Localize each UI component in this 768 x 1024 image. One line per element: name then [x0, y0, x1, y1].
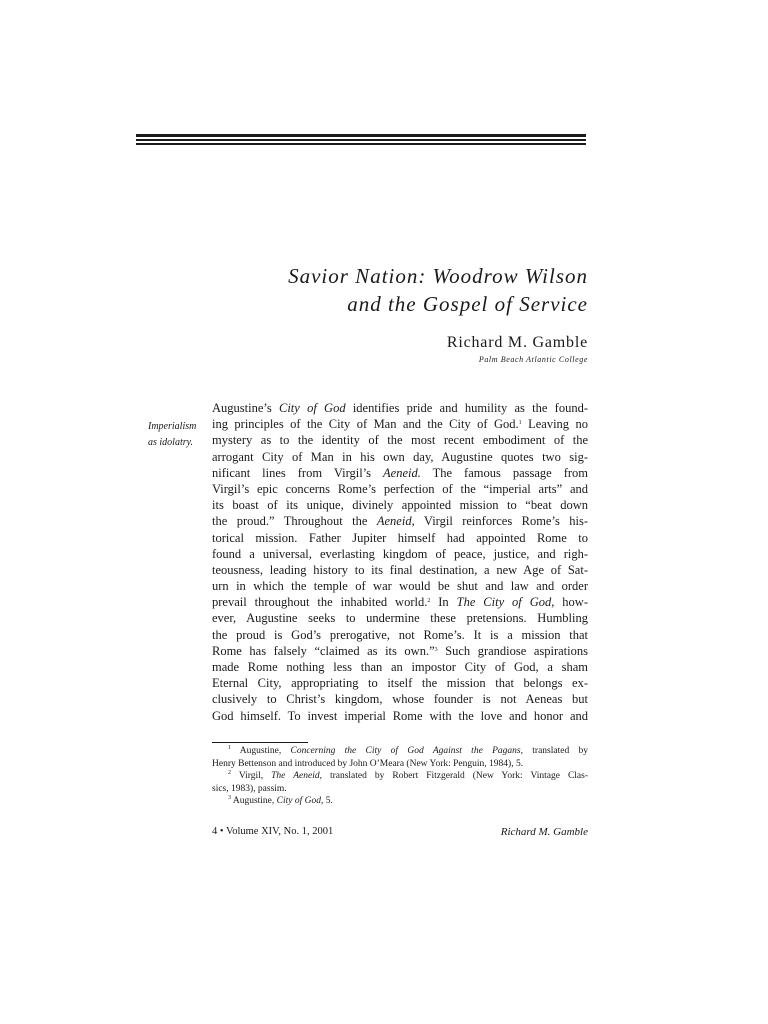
body-line: nificant lines from Virgil’s Aeneid. The famous passage from: [212, 465, 588, 480]
footnote-number: 1: [228, 745, 231, 751]
footnotes: [212, 745, 588, 808]
footnote-ref: 3: [434, 646, 438, 653]
title-line: and the Gospel of Service: [347, 292, 588, 316]
body-line: Rome has falsely “claimed as its own.”$^3$ Such grandiose aspirations: [212, 643, 588, 658]
footnote-line: $^2$ Virgil, The Aeneid, translated by Robert Fitzgerald (New York: Vintage Clas-: [228, 770, 588, 782]
footnote-line: sics, 1983), passim.: [212, 783, 287, 794]
header-rule: [136, 139, 586, 141]
footnote-number: 2: [228, 770, 231, 777]
body-line: arrogant City of Man in his own day, Augustine quotes two sig-: [212, 449, 588, 464]
margin-note: [148, 419, 208, 451]
body-line: ever, Augustine seeks to undermine these pretensions. Humbling: [212, 611, 588, 626]
body-line: the proud.” Throughout the Aeneid, Virgil reinforces Rome’s his-: [212, 514, 588, 529]
author-affiliation: Palm Beach Atlantic College: [478, 355, 588, 364]
footnote: [212, 795, 588, 808]
footnote: [212, 770, 588, 795]
body-line: Augustine’s City of God identifies pride and humility as the found-: [212, 401, 588, 415]
footnote-number: 3: [228, 795, 231, 802]
body-line: teousness, leading history to its final destination, a new Age of Sat-: [212, 562, 588, 577]
body-line: clusively to Christ’s kingdom, whose founder is not Aeneas but: [212, 692, 588, 707]
footnote-ref: 2: [427, 598, 431, 605]
title-line: Savior Nation: Woodrow Wilson: [288, 264, 588, 288]
footnote-line: $^3$ Augustine, City of God, 5.: [228, 795, 333, 807]
header-rule: [136, 134, 586, 137]
body-text: [212, 400, 588, 724]
footnote-divider: [212, 742, 308, 743]
header-rules: [136, 134, 586, 147]
header-rule: [136, 143, 586, 145]
body-line: God himself. To invest imperial Rome with the love and honor and: [212, 708, 588, 723]
page-footer: [212, 826, 588, 840]
article-title: [200, 262, 588, 318]
footnote-line: Henry Bettenson and introduced by John O’Meara (New York: Penguin, 1984), 5.: [212, 758, 524, 769]
body-line: found a universal, everlasting kingdom of peace, justice, and righ-: [212, 546, 588, 561]
body-line: prevail throughout the inhabited world.$^2$ In The City of God, how-: [212, 595, 588, 610]
margin-note-line: as idolatry.: [148, 437, 194, 448]
body-line: Virgil’s epic concerns Rome’s perfection of the “imperial arts” and: [212, 481, 588, 496]
margin-note-line: Imperialism: [148, 421, 197, 432]
body-line: the proud is God’s prerogative, not Rome’s. It is a mission that: [212, 627, 588, 642]
footer-page-info: 4 • Volume XIV, No. 1, 2001: [212, 826, 334, 837]
body-line: ing principles of the City of Man and the City of God.$^1$ Leaving no: [212, 417, 588, 432]
footer-running-author: Richard M. Gamble: [500, 826, 588, 838]
body-line: made Rome nothing less than an impostor City of God, a sham: [212, 660, 588, 674]
body-line: Eternal City, appropriating to itself the mission that belongs ex-: [212, 676, 588, 691]
author-name: Richard M. Gamble: [446, 334, 588, 351]
footnote: [212, 745, 588, 770]
body-line: torical mission. Father Jupiter himself had appointed Rome to: [212, 530, 588, 545]
footnote-ref: 1: [518, 420, 522, 427]
body-line: its boast of its unique, divinely appointed mission to “beat down: [212, 498, 588, 513]
body-line: mystery as to the identity of the most recent embodiment of the: [212, 433, 588, 448]
body-line: urn in which the temple of war would be shut and law and order: [212, 579, 588, 594]
footnote-line: $^1$ Augustine, Concerning the City of God Against the Pagans, translated by: [228, 745, 588, 756]
